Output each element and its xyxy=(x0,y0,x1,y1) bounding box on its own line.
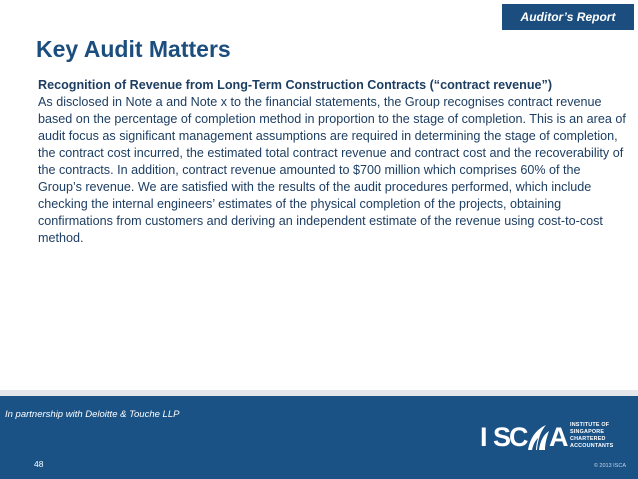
footer xyxy=(0,396,638,479)
logo-tagline-line: ACCOUNTANTS xyxy=(570,443,614,449)
page-title: Key Audit Matters xyxy=(36,36,231,62)
logo-tagline-line: CHARTERED xyxy=(570,436,606,442)
content-heading: Recognition of Revenue from Long-Term Construction Contracts (“contract revenue”) xyxy=(38,78,553,92)
logo-letter: C xyxy=(509,422,529,452)
logo-tagline xyxy=(570,422,613,450)
logo-letter: A xyxy=(549,422,569,452)
logo-tagline-line: SINGAPORE xyxy=(570,429,605,435)
content-body: As disclosed in Note a and Note x to the financial statements, the Group recognises contract revenue based on the percentage of completion method in proportion to the stage of completion. This is an area of audit focus as significant management assumptions are required in determining the stage of completion, the contract cost incurred, the estimated total contract revenue and contract cost and the recoverability of the contracts. In addition, contract revenue amounted to $700 million which comprises 60% of the Group’s revenue. We are satisfied with the results of the audit procedures performed, which include checking the internal engineers’ estimates of the physical completion of the projects, obtaining confirmations from customers and deriving an independent estimate of the revenue using cost-to-cost method. xyxy=(38,95,626,245)
logo-wave-icon xyxy=(526,423,550,451)
partnership-note: In partnership with Deloitte & Touche LLP xyxy=(5,409,180,420)
logo-letter: I xyxy=(480,422,488,452)
copyright: © 2013 ISCA xyxy=(593,463,626,469)
content-block xyxy=(38,77,626,247)
logo-letter: S xyxy=(493,422,512,452)
page-number: 48 xyxy=(34,459,44,469)
isca-logo xyxy=(480,422,630,452)
section-tag: Auditor’s Report xyxy=(502,4,634,30)
logo-tagline-line: INSTITUTE OF xyxy=(570,422,610,428)
